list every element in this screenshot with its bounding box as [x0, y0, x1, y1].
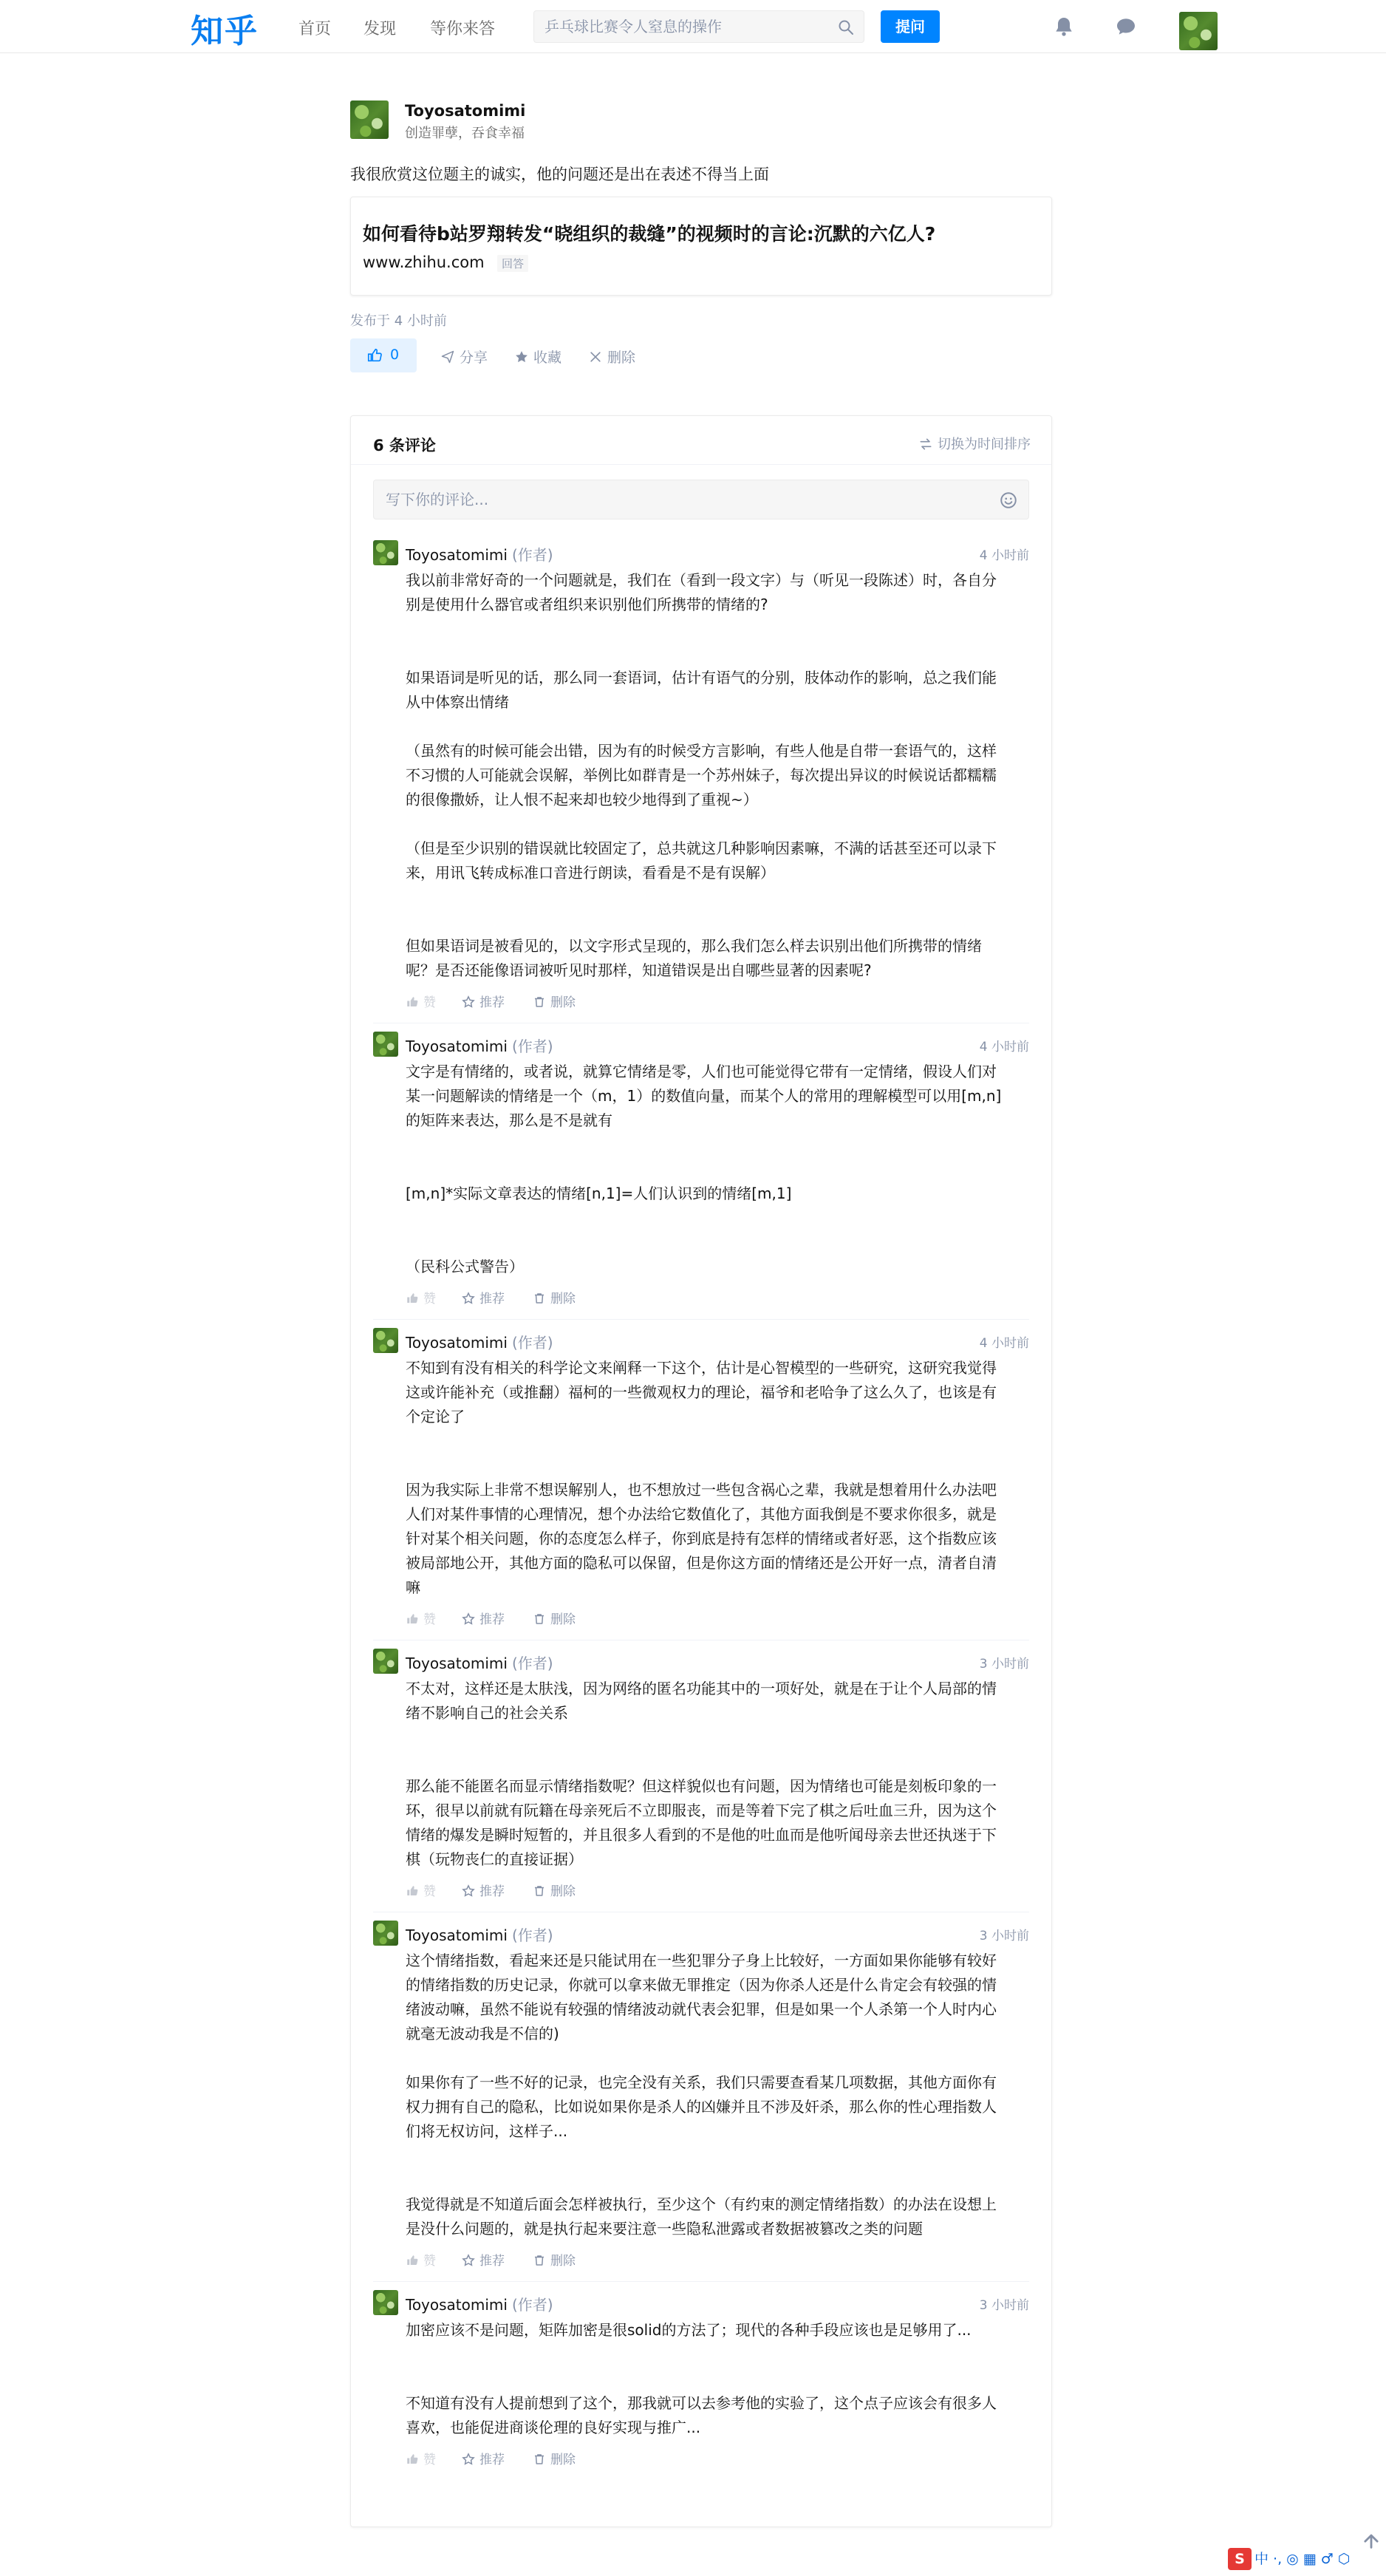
thumbs-up-icon — [406, 1612, 419, 1626]
comment-avatar[interactable] — [373, 1328, 398, 1353]
delete-label: 删除 — [607, 350, 636, 366]
ask-question-button[interactable]: 提问 — [881, 10, 940, 43]
comment-line: 文字是有情绪的，或者说，就算它情绪是零，人们也可能觉得它带有一定情绪，假设人们对 — [406, 1063, 997, 1080]
comment-line: 从中体察出情绪 — [406, 693, 509, 711]
comment-line: 权力拥有自己的隐私，比如说如果你是杀人的凶嫌并且不涉及奸杀，那么你的性心理指数人 — [406, 2098, 997, 2116]
author-tag: (作者) — [511, 1655, 553, 1672]
comment-line — [406, 1454, 1029, 1478]
nav-waiting-answers[interactable]: 等你来答 — [430, 20, 496, 38]
comment-author-name[interactable]: Toyosatomimi — [406, 1037, 508, 1055]
comment-actions — [406, 992, 1029, 1011]
comment-like-button[interactable] — [406, 2449, 436, 2467]
comment-avatar[interactable] — [373, 1032, 398, 1057]
comment-line: 加密应该不是问题，矩阵加密是很solid的方法了；现代的各种手段应该也是足够用了... — [406, 2321, 972, 2339]
comment-body — [406, 1949, 1029, 2241]
comment-divider — [373, 1319, 1029, 1320]
close-icon — [588, 350, 603, 364]
comment-line: 如果语词是听见的话，那么同一套语词，估计有语气的分别，肢体动作的影响，总之我们能 — [406, 669, 997, 686]
author-tag: (作者) — [511, 2296, 553, 2314]
comment-line: 我以前非常好奇的一个问题就是，我们在（看到一段文字）与（听见一段陈述）时，各自分 — [406, 571, 997, 589]
comment-author[interactable] — [406, 2293, 553, 2314]
comment-line: 们将无权访问，这样子... — [406, 2122, 568, 2140]
author-tag: (作者) — [511, 1926, 553, 1944]
share-label: 分享 — [460, 350, 488, 366]
author-avatar[interactable] — [350, 100, 389, 139]
search-box — [533, 10, 864, 43]
thumbs-up-icon — [406, 1884, 419, 1898]
comment-recommend-button[interactable] — [462, 1288, 505, 1306]
comment-recommend-button[interactable] — [462, 1881, 505, 1899]
comment-actions — [406, 1881, 1029, 1900]
trash-icon — [533, 2254, 546, 2267]
comment-line: 不太对，这样还是太肤浅，因为网络的匿名功能其中的一项好处，就是在于让个人局部的情 — [406, 1680, 997, 1697]
like-label: 赞 — [423, 1884, 436, 1899]
recommend-label: 推荐 — [479, 1884, 505, 1899]
comment-line — [406, 1230, 1029, 1255]
comment-line — [406, 2367, 1029, 2391]
comment-line: 喜欢，也能促进商谈伦理的良好实现与推广... — [406, 2419, 701, 2436]
author-tag: (作者) — [511, 1334, 553, 1352]
thumbs-up-icon — [406, 995, 419, 1009]
thumbs-up-icon — [366, 347, 383, 364]
like-label: 赞 — [423, 1612, 436, 1627]
author-name[interactable]: Toyosatomimi — [405, 102, 526, 120]
comment-line: 别是使用什么器官或者组织来识别他们所携带的情绪的? — [406, 596, 768, 613]
comment-delete-button[interactable] — [533, 1288, 576, 1306]
comment-body — [406, 1356, 1029, 1600]
comment-line — [406, 1725, 1029, 1750]
comment-line: 环，很早以前就有阮籍在母亲死后不立即服丧，而是等着下完了棋之后吐血三升，因为这个 — [406, 1802, 997, 1819]
delete-label: 删除 — [550, 1292, 576, 1306]
comment-line: 不知到有没有相关的科学论文来阐释一下这个，估计是心智模型的一些研究，这研究我觉得 — [406, 1359, 997, 1377]
recommend-label: 推荐 — [479, 1612, 505, 1627]
author-tag: (作者) — [511, 1037, 553, 1055]
thumbs-up-icon — [406, 2254, 419, 2267]
trash-icon — [533, 1884, 546, 1898]
delete-label: 删除 — [550, 995, 576, 1010]
comment-author[interactable] — [406, 543, 553, 565]
thumbs-up-icon — [406, 1292, 419, 1305]
comment-line: 不知道有没有人提前想到了这个，那我就可以去参考他的实验了，这个点子应该会有很多人 — [406, 2394, 997, 2412]
comment-input[interactable] — [386, 480, 991, 519]
comment-line: 来，用讯飞转成标准口音进行朗读，看看是不是有误解） — [406, 864, 775, 882]
comment-line: 不习惯的人可能就会误解，举例比如群青是一个苏州妹子，每次提出异议的时候说话都糯糯 — [406, 766, 997, 784]
comment-like-button[interactable] — [406, 1881, 436, 1899]
comment-line: 棋（玩物丧仁的直接证据） — [406, 1850, 583, 1868]
comment-item — [373, 1921, 1029, 2274]
recommend-label: 推荐 — [479, 1292, 505, 1306]
comment-line: 绪波动嘛，虽然不能说有较强的情绪波动就代表会犯罪，但是如果一个人杀第一个人时内心 — [406, 2000, 997, 2018]
comment-line: 那么能不能匿名而显示情绪指数呢？但这样貌似也有问题，因为情绪也可能是刻板印象的一 — [406, 1777, 997, 1795]
like-label: 赞 — [423, 1292, 436, 1306]
emoji-icon[interactable] — [999, 491, 1018, 510]
comment-line — [406, 2342, 1029, 2367]
nav-home[interactable]: 首页 — [298, 20, 332, 38]
sort-toggle[interactable] — [918, 434, 1031, 453]
comment-line: 被局部地公开，其他方面的隐私可以保留，但是你这方面的情绪还是公开好一点，清者自清 — [406, 1554, 997, 1572]
comment-time: 3 小时前 — [979, 1657, 1029, 1672]
comment-delete-button[interactable] — [533, 2250, 576, 2269]
comment-line: 个定论了 — [406, 1408, 465, 1425]
comment-line: （民科公式警告） — [406, 1258, 524, 1275]
comment-line: 这个情绪指数，看起来还是只能试用在一些犯罪分子身上比较好，一方面如果你能够有较好 — [406, 1952, 997, 1969]
recommend-label: 推荐 — [479, 2453, 505, 2467]
comment-body — [406, 2318, 1029, 2440]
comment-line: 嘛 — [406, 1578, 420, 1596]
comment-delete-button[interactable] — [533, 992, 576, 1010]
comment-body — [406, 1060, 1029, 1279]
share-button[interactable] — [440, 347, 488, 367]
comment-body — [406, 1677, 1029, 1872]
like-button[interactable] — [350, 338, 417, 372]
thumbs-up-icon — [406, 2453, 419, 2466]
comment-recommend-button[interactable] — [462, 1609, 505, 1627]
pin-text: 我很欣赏这位题主的诚实，他的问题还是出在表述不得当上面 — [350, 166, 769, 183]
comment-author[interactable] — [406, 1035, 553, 1056]
comment-line: （但是至少识别的错误就比较固定了，总共就这几种影响因素嘛，不满的话甚至还可以录下 — [406, 839, 997, 857]
comment-actions — [406, 1288, 1029, 1307]
comment-author-name[interactable]: Toyosatomimi — [406, 2296, 508, 2314]
comments-panel — [350, 415, 1052, 2527]
user-avatar[interactable] — [1179, 12, 1218, 50]
comment-line: 就毫无波动我是不信的) — [406, 2025, 559, 2042]
comment-like-button[interactable] — [406, 992, 436, 1010]
comment-line — [406, 1157, 1029, 1182]
comment-line: 是没什么问题的，就是执行起来要注意一些隐私泄露或者数据被篡改之类的问题 — [406, 2220, 923, 2238]
comment-line — [406, 885, 1029, 910]
comment-line: 的矩阵来表达，那么是不是就有 — [406, 1111, 612, 1129]
like-label: 赞 — [423, 2453, 436, 2467]
comment-like-button[interactable] — [406, 1609, 436, 1627]
chat-bubble-icon[interactable] — [1114, 15, 1138, 38]
comment-line — [406, 910, 1029, 934]
comment-editor — [373, 480, 1029, 519]
sogou-s-icon: S — [1228, 2548, 1252, 2570]
comment-line — [406, 2046, 1029, 2071]
comment-line: 呢？是否还能像语词被听见时那样，知道错误是出自哪些显著的因素呢? — [406, 961, 872, 979]
star-outline-icon — [462, 2453, 475, 2466]
comment-line: 但如果语词是被看见的，以文字形式呈现的，那么我们怎么样去识别出他们所携带的情绪 — [406, 937, 982, 955]
comment-actions — [406, 1609, 1029, 1628]
delete-label: 删除 — [550, 2254, 576, 2269]
bell-icon[interactable] — [1052, 15, 1076, 38]
comment-line: 我觉得就是不知道后面会怎样被执行，至少这个（有约束的测定情绪指数）的办法在设想上 — [406, 2195, 997, 2213]
comment-recommend-button[interactable] — [462, 2250, 505, 2269]
comment-line — [406, 641, 1029, 666]
star-outline-icon — [462, 1884, 475, 1898]
comment-line — [406, 1750, 1029, 1774]
trash-icon — [533, 2453, 546, 2466]
star-outline-icon — [462, 995, 475, 1009]
star-outline-icon — [462, 2254, 475, 2267]
pin-author — [350, 100, 1052, 145]
ime-status: 中 ·, ◎ ▦ ♂ ⬡ — [1254, 2551, 1351, 2567]
comment-body — [406, 568, 1029, 983]
comment-line — [406, 1133, 1029, 1157]
comment-time: 3 小时前 — [979, 2298, 1029, 2313]
zhihu-logo[interactable]: 知乎 — [191, 13, 259, 50]
comment-avatar[interactable] — [373, 1649, 398, 1674]
comment-line: 情绪的爆发是瞬时短暂的，并且很多人看到的不是他的吐血而是他听闻母亲去世还执迷于下 — [406, 1826, 997, 1844]
ime-toolbar[interactable] — [1228, 2548, 1386, 2573]
comment-author-name[interactable]: Toyosatomimi — [406, 1655, 508, 1672]
comment-line: 的情绪指数的历史记录，你就可以拿来做无罪推定（因为你杀人还是什么肯定会有较强的情 — [406, 1976, 997, 1994]
comment-count: 6 条评论 — [373, 437, 436, 454]
comment-line — [406, 2144, 1029, 2168]
link-card[interactable] — [350, 197, 1052, 296]
comment-avatar[interactable] — [373, 2290, 398, 2315]
delete-label: 删除 — [550, 1884, 576, 1899]
comment-delete-button[interactable] — [533, 1881, 576, 1899]
star-icon — [514, 350, 529, 364]
comment-item — [373, 540, 1029, 1015]
like-count: 0 — [390, 347, 400, 363]
nav-discover[interactable]: 发现 — [363, 20, 397, 38]
comment-actions — [406, 2449, 1029, 2468]
star-outline-icon — [462, 1292, 475, 1305]
delete-label: 删除 — [550, 2453, 576, 2467]
comment-line: 绪不影响自己的社会关系 — [406, 1704, 568, 1722]
comment-line: （虽然有的时候可能会出错，因为有的时候受方言影响，有些人他是自带一套语气的，这样 — [406, 742, 997, 760]
comment-like-button[interactable] — [406, 2250, 436, 2269]
comment-item — [373, 2290, 1029, 2473]
link-card-domain: www.zhihu.com — [363, 253, 485, 271]
comment-line: [m,n]*实际文章表达的情绪[n,1]=人们认识到的情绪[m,1] — [406, 1185, 792, 1202]
comment-time: 4 小时前 — [979, 548, 1029, 563]
comment-avatar[interactable] — [373, 540, 398, 565]
comment-line: 因为我实际上非常不想误解别人，也不想放过一些包含祸心之辈，我就是想着用什么办法吧 — [406, 1481, 997, 1499]
comment-item — [373, 1649, 1029, 1904]
delete-label: 删除 — [550, 1612, 576, 1627]
comment-author[interactable] — [406, 1331, 553, 1352]
comment-time: 4 小时前 — [979, 1040, 1029, 1054]
author-bio: 创造罪孽，吞食幸福 — [405, 126, 525, 141]
comment-line — [406, 715, 1029, 739]
recommend-label: 推荐 — [479, 995, 505, 1010]
collect-button[interactable] — [514, 347, 561, 367]
comments-header — [351, 416, 1051, 465]
comment-author[interactable] — [406, 1924, 553, 1945]
link-card-tag: 回答 — [497, 255, 528, 272]
delete-button[interactable] — [588, 347, 635, 367]
like-label: 赞 — [423, 2254, 436, 2269]
comment-line — [406, 1429, 1029, 1454]
comment-line — [406, 1206, 1029, 1230]
publish-time: 发布于 4 小时前 — [350, 313, 447, 329]
recommend-label: 推荐 — [479, 2254, 505, 2269]
star-outline-icon — [462, 1612, 475, 1626]
comment-line — [406, 2168, 1029, 2192]
top-navbar — [0, 0, 1386, 53]
comment-line: 的很像撒娇，让人恨不起来却也较少地得到了重视~） — [406, 791, 758, 808]
comment-recommend-button[interactable] — [462, 2449, 505, 2467]
comment-line: 人们对某件事情的心理情况，想个办法给它数值化了，其他方面我倒是不要求你很多，就是 — [406, 1505, 997, 1523]
comment-line — [406, 617, 1029, 641]
comment-line: 这或许能补充（或推翻）福柯的一些微观权力的理论，福爷和老哈争了这么久了，也该是有 — [406, 1383, 997, 1401]
comment-delete-button[interactable] — [533, 2449, 576, 2467]
trash-icon — [533, 995, 546, 1009]
collect-label: 收藏 — [533, 350, 562, 366]
comment-item — [373, 1328, 1029, 1632]
author-tag: (作者) — [511, 546, 553, 564]
search-input[interactable] — [544, 11, 833, 42]
comment-time: 3 小时前 — [979, 1929, 1029, 1943]
comment-line: 某一问题解读的情绪是一个（m，1）的数值向量，而某个人的常用的理解模型可以用[m,n] — [406, 1087, 1002, 1105]
comment-author-name[interactable]: Toyosatomimi — [406, 1926, 508, 1944]
comment-item — [373, 1032, 1029, 1312]
pin-action-bar — [350, 338, 1052, 374]
comment-recommend-button[interactable] — [462, 992, 505, 1010]
comment-delete-button[interactable] — [533, 1609, 576, 1627]
sort-label: 切换为时间排序 — [938, 437, 1031, 452]
paper-plane-icon — [440, 350, 455, 364]
comment-time: 4 小时前 — [979, 1336, 1029, 1351]
comment-line: 如果你有了一些不好的记录，也完全没有关系，我们只需要查看某几项数据，其他方面你有 — [406, 2074, 997, 2091]
trash-icon — [533, 1612, 546, 1626]
comment-avatar[interactable] — [373, 1921, 398, 1946]
comment-line — [406, 812, 1029, 836]
trash-icon — [533, 1292, 546, 1305]
like-label: 赞 — [423, 995, 436, 1010]
link-card-title[interactable]: 如何看待b站罗翔转发“晓组织的裁缝”的视频时的言论:沉默的六亿人? — [363, 223, 936, 245]
comment-actions — [406, 2250, 1029, 2269]
comment-author[interactable] — [406, 1652, 553, 1673]
search-icon[interactable] — [837, 18, 855, 36]
comment-author-name[interactable]: Toyosatomimi — [406, 1334, 508, 1352]
comment-divider — [373, 2281, 1029, 2282]
swap-icon — [918, 437, 933, 452]
comment-author-name[interactable]: Toyosatomimi — [406, 546, 508, 564]
comment-line: 针对某个相关问题，你的态度怎么样子，你到底是持有怎样的情绪或者好恶，这个指数应该 — [406, 1530, 997, 1547]
comment-like-button[interactable] — [406, 1288, 436, 1306]
